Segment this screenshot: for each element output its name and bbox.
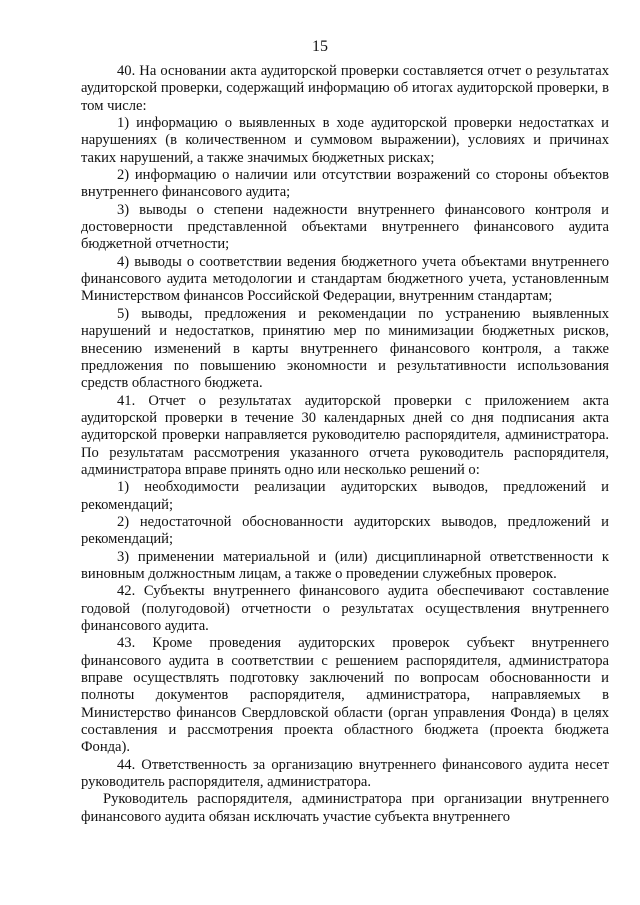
paragraph-41: 41. Отчет о результатах аудиторской проверки с приложением акта аудиторской проверки в течение 30 календарных дней со дня подписания акта аудиторской проверки направляется руководителю распорядителя, администратора. По результатам рассмотрения указанного отчета руководитель распорядителя, администратора вправе принять одно или несколько решений о: [81, 392, 609, 478]
paragraph-continuation: Руководитель распорядителя, администратора при организации внутреннего финансового аудита обязан исключать участие субъекта внутреннего [81, 791, 609, 825]
paragraph-40: 40. На основании акта аудиторской проверки составляется отчет о результатах аудиторской проверки, содержащий информацию об итогах аудиторской проверки, в том числе: [81, 63, 609, 114]
document-body [81, 63, 609, 826]
page-number: 15 [312, 38, 328, 55]
paragraph-42: 42. Субъекты внутреннего финансового аудита обеспечивают составление годовой (полугодовой) отчетности о результатах осуществления внутреннего финансового аудита. [81, 583, 609, 634]
paragraph-40-item-1: 1) информацию о выявленных в ходе аудиторской проверки недостатках и нарушениях (в количественном и суммовом выражении), условиях и причинах таких нарушений, а также значимых бюджетных рисках; [81, 115, 609, 166]
paragraph-41-item-2: 2) недостаточной обоснованности аудиторских выводов, предложений и рекомендаций; [81, 513, 609, 548]
paragraph-40-item-4: 4) выводы о соответствии ведения бюджетного учета объектами внутреннего финансового аудита методологии и стандартам бюджетного учета, установленным Министерством финансов Российской Федерации, внутренним стандартам; [81, 253, 609, 305]
paragraph-40-item-3: 3) выводы о степени надежности внутреннего финансового контроля и достоверности представленной объектами внутреннего финансового аудита бюджетной отчетности; [81, 201, 609, 253]
paragraph-44: 44. Ответственность за организацию внутреннего финансового аудита несет руководитель распорядителя, администратора. [81, 756, 609, 791]
paragraph-41-item-1: 1) необходимости реализации аудиторских выводов, предложений и рекомендаций; [81, 479, 609, 513]
paragraph-43: 43. Кроме проведения аудиторских проверок субъект внутреннего финансового аудита в соответствии с решением распорядителя, администратора вправе осуществлять подготовку заключений по вопросам обоснованности и полноты документов распорядителя, администратора, направляемых в Министерство финансов Свердловской области (орган управления Фонда) в целях составления и рассмотрения проекта областного бюджета (проекта бюджета Фонда). [81, 635, 609, 756]
paragraph-40-item-2: 2) информацию о наличии или отсутствии возражений со стороны объектов внутреннего финансового аудита; [81, 167, 609, 201]
paragraph-40-item-5: 5) выводы, предложения и рекомендации по устранению выявленных нарушений и недостатков, принятию мер по минимизации бюджетных рисков, внесению изменений в карты внутреннего финансового контроля, а также предложения по повышению экономности и результативности использования средств областного бюджета. [81, 305, 609, 392]
paragraph-41-item-3: 3) применении материальной и (или) дисциплинарной ответственности к виновным должностным лицам, а также о проведении служебных проверок. [81, 548, 609, 582]
